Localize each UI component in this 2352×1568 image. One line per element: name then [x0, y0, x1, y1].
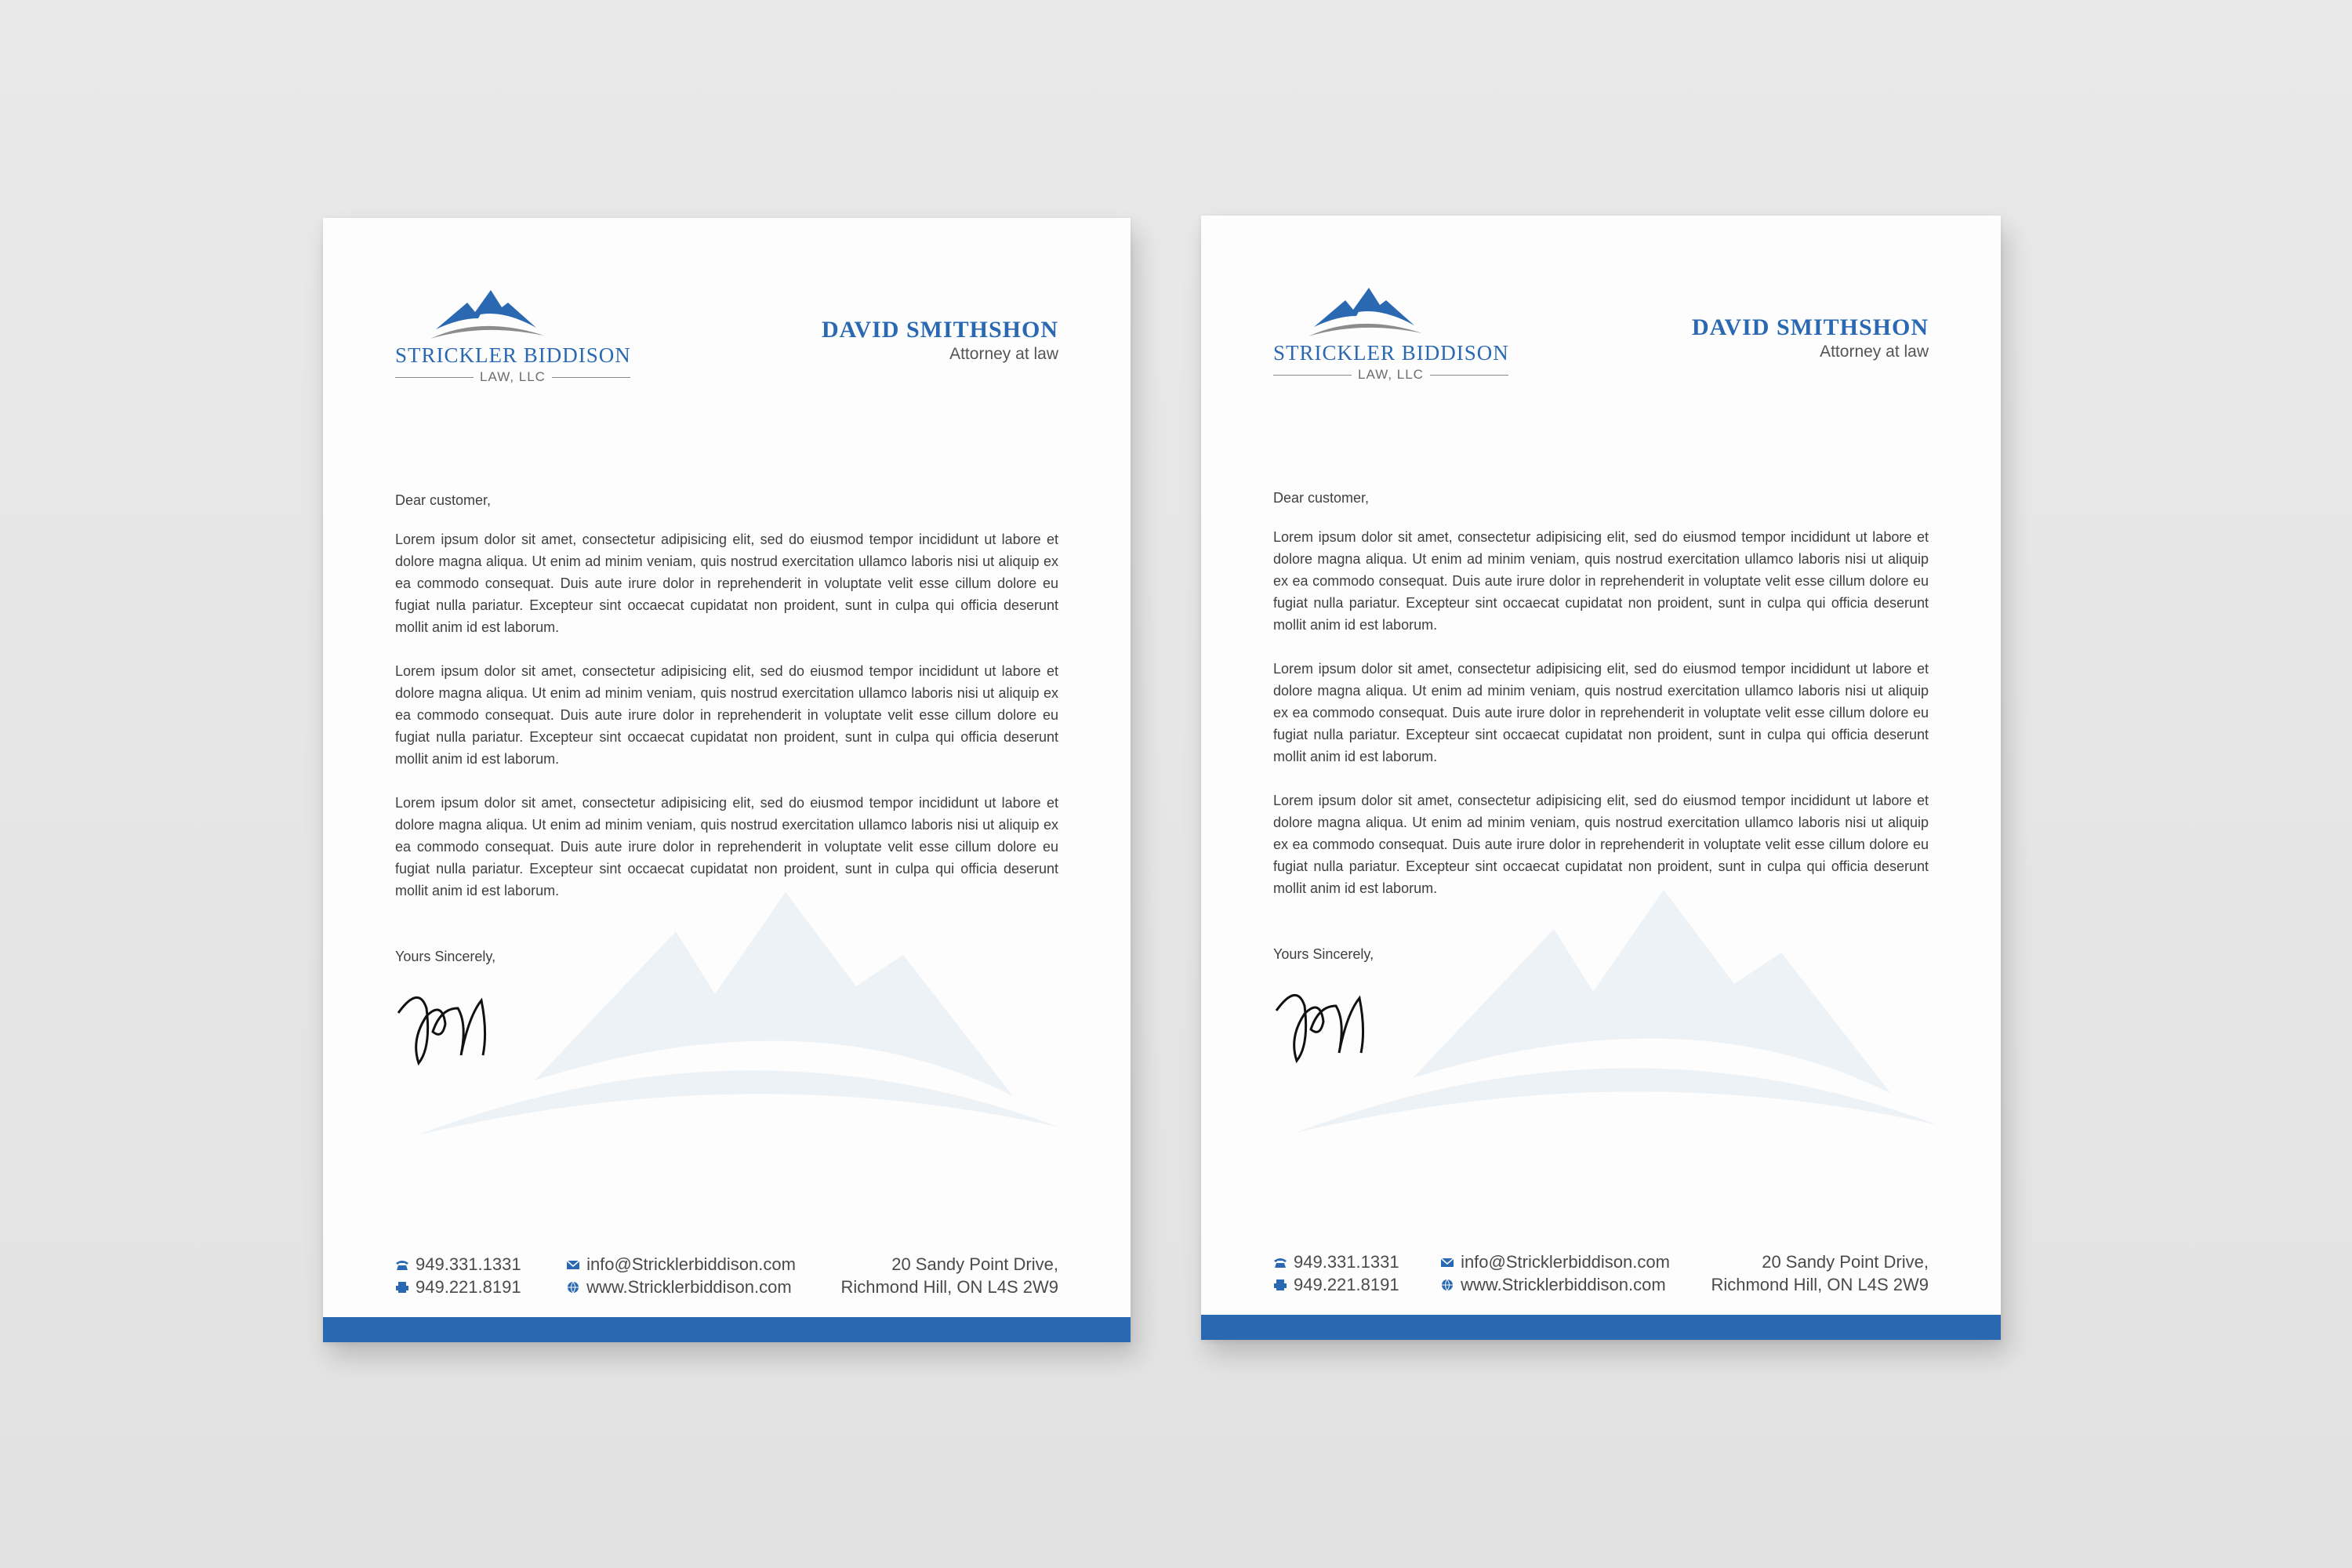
email-address[interactable]: info@Stricklerbiddison.com	[586, 1254, 796, 1274]
firm-logo	[395, 287, 630, 397]
letter-body	[395, 489, 1058, 967]
fax-line	[1273, 1273, 1399, 1296]
email-line	[566, 1253, 796, 1276]
signature	[395, 977, 505, 1079]
footer-band	[323, 1317, 1131, 1342]
phone-number: 949.331.1331	[1294, 1252, 1399, 1272]
sender-block	[822, 317, 1058, 364]
firm-logo	[1273, 285, 1508, 394]
fax-line	[395, 1276, 521, 1298]
greeting: Dear customer,	[1273, 490, 1370, 506]
person-name: DAVID SMITHSHON	[821, 317, 1058, 343]
firm-sub-row	[1273, 367, 1508, 383]
address-line2: Richmond Hill, ON L4S 2W9	[1711, 1275, 1929, 1294]
fax-number: 949.221.8191	[416, 1277, 521, 1297]
paragraph: Lorem ipsum dolor sit amet, consectetur adipisicing elit, sed do eiusmod tempor incididunt ut labore et dolore magna aliqua. Ut enim ad minim veniam, quis nostrud exercitation ullamco laboris nisi ut aliquip ex ea commodo consequat. Duis aute irure dolor in reprehenderit in voluptate velit esse cillum dolore eu fugiat nulla pariatur. Excepteur sint occaecat cupidatat non proident, sunt in culpa qui officia deserunt mollit anim id est laborum.	[395, 663, 1058, 767]
envelope-icon	[566, 1258, 580, 1271]
fax-icon	[395, 1281, 409, 1294]
email-line	[1440, 1250, 1670, 1273]
phone-icon	[1273, 1256, 1287, 1269]
greeting: Dear customer,	[395, 492, 492, 508]
letter-body	[1273, 487, 1929, 965]
paragraph: Lorem ipsum dolor sit amet, consectetur adipisicing elit, sed do eiusmod tempor incididunt ut labore et dolore magna aliqua. Ut enim ad minim veniam, quis nostrud exercitation ullamco laboris nisi ut aliquip ex ea commodo consequat. Duis aute irure dolor in reprehenderit in voluptate velit esse cillum dolore eu fugiat nulla pariatur. Excepteur sint occaecat cupidatat non proident, sunt in culpa qui officia deserunt mollit anim id est laborum.	[395, 795, 1058, 898]
fax-icon	[1273, 1279, 1287, 1291]
email-address[interactable]: info@Stricklerbiddison.com	[1461, 1252, 1670, 1272]
phone-icon	[395, 1258, 409, 1271]
divider	[395, 377, 474, 378]
firm-name: STRICKLER BIDDISON	[1273, 341, 1509, 365]
footer-phones	[395, 1253, 521, 1298]
footer	[1273, 1250, 1929, 1296]
footer	[395, 1253, 1058, 1298]
closing: Yours Sincerely,	[1273, 946, 1374, 962]
paragraph: Lorem ipsum dolor sit amet, consectetur adipisicing elit, sed do eiusmod tempor incididunt ut labore et dolore magna aliqua. Ut enim ad minim veniam, quis nostrud exercitation ullamco laboris nisi ut aliquip ex ea commodo consequat. Duis aute irure dolor in reprehenderit in voluptate velit esse cillum dolore eu fugiat nulla pariatur. Excepteur sint occaecat cupidatat non proident, sunt in culpa qui officia deserunt mollit anim id est laborum.	[1273, 661, 1929, 764]
divider	[552, 377, 630, 378]
letterhead-sheet-left	[323, 218, 1131, 1342]
divider	[1273, 375, 1352, 376]
divider	[1430, 375, 1508, 376]
mountain-logo-icon	[1305, 285, 1422, 341]
phone-line	[395, 1253, 521, 1276]
address-line1: 20 Sandy Point Drive,	[891, 1254, 1058, 1274]
address-line1: 20 Sandy Point Drive,	[1762, 1252, 1929, 1272]
firm-sub: LAW, LLC	[480, 369, 546, 384]
website-link[interactable]: www.Stricklerbiddison.com	[1461, 1275, 1666, 1294]
paragraph: Lorem ipsum dolor sit amet, consectetur adipisicing elit, sed do eiusmod tempor incididunt ut labore et dolore magna aliqua. Ut enim ad minim veniam, quis nostrud exercitation ullamco laboris nisi ut aliquip ex ea commodo consequat. Duis aute irure dolor in reprehenderit in voluptate velit esse cillum dolore eu fugiat nulla pariatur. Excepteur sint occaecat cupidatat non proident, sunt in culpa qui officia deserunt mollit anim id est laborum.	[1273, 529, 1929, 633]
signature	[1273, 975, 1383, 1076]
footer-address	[840, 1253, 1058, 1298]
website-link[interactable]: www.Stricklerbiddison.com	[586, 1277, 792, 1297]
phone-number: 949.331.1331	[416, 1254, 521, 1274]
website-line	[566, 1276, 796, 1298]
paragraph: Lorem ipsum dolor sit amet, consectetur adipisicing elit, sed do eiusmod tempor incididunt ut labore et dolore magna aliqua. Ut enim ad minim veniam, quis nostrud exercitation ullamco laboris nisi ut aliquip ex ea commodo consequat. Duis aute irure dolor in reprehenderit in voluptate velit esse cillum dolore eu fugiat nulla pariatur. Excepteur sint occaecat cupidatat non proident, sunt in culpa qui officia deserunt mollit anim id est laborum.	[1273, 793, 1929, 896]
firm-name: STRICKLER BIDDISON	[395, 343, 631, 367]
paragraph: Lorem ipsum dolor sit amet, consectetur adipisicing elit, sed do eiusmod tempor incididunt ut labore et dolore magna aliqua. Ut enim ad minim veniam, quis nostrud exercitation ullamco laboris nisi ut aliquip ex ea commodo consequat. Duis aute irure dolor in reprehenderit in voluptate velit esse cillum dolore eu fugiat nulla pariatur. Excepteur sint occaecat cupidatat non proident, sunt in culpa qui officia deserunt mollit anim id est laborum.	[395, 532, 1058, 635]
letterhead-sheet-right	[1201, 216, 2001, 1340]
fax-number: 949.221.8191	[1294, 1275, 1399, 1294]
mountain-logo-icon	[426, 287, 544, 343]
closing: Yours Sincerely,	[395, 949, 496, 964]
person-name: DAVID SMITHSHON	[1691, 314, 1929, 340]
globe-icon	[1440, 1279, 1454, 1291]
firm-sub: LAW, LLC	[1358, 367, 1424, 382]
person-title: Attorney at law	[1820, 343, 1929, 361]
footer-band	[1201, 1315, 2001, 1340]
footer-online	[566, 1253, 796, 1298]
website-line	[1440, 1273, 1670, 1296]
envelope-icon	[1440, 1256, 1454, 1269]
footer-address	[1711, 1250, 1929, 1296]
globe-icon	[566, 1281, 580, 1294]
footer-phones	[1273, 1250, 1399, 1296]
firm-sub-row	[395, 369, 630, 385]
footer-online	[1440, 1250, 1670, 1296]
phone-line	[1273, 1250, 1399, 1273]
address-line2: Richmond Hill, ON L4S 2W9	[840, 1277, 1058, 1297]
sender-block	[1692, 314, 1929, 361]
person-title: Attorney at law	[949, 345, 1058, 363]
